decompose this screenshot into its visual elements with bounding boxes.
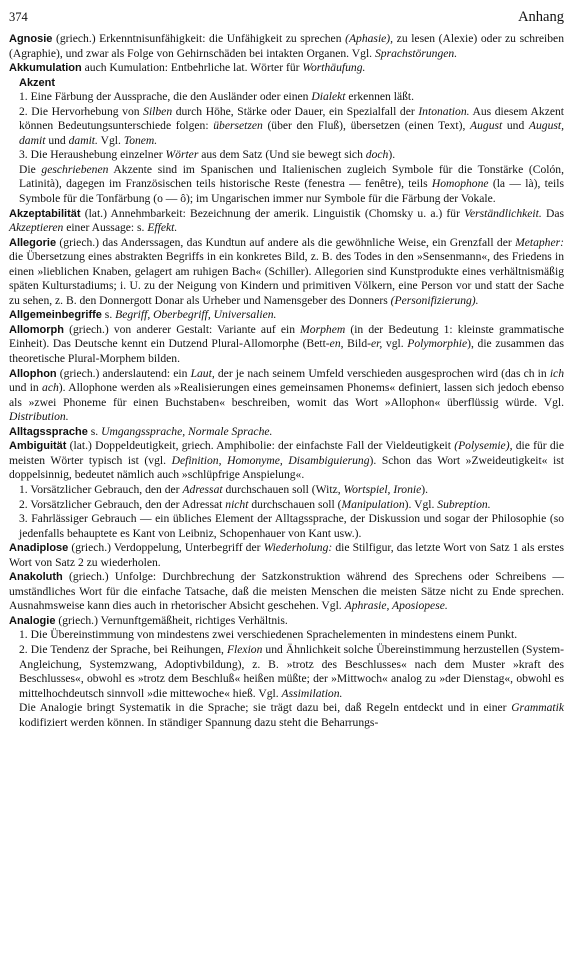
cross-reference-term: ach bbox=[42, 381, 59, 395]
cross-reference-term: Adressat bbox=[182, 482, 223, 496]
entry-subsense bbox=[9, 90, 564, 105]
running-head bbox=[9, 10, 564, 32]
definition-text: (griech.) Erkenntnisunfähigkeit: die Unfähigkeit zu sprechen bbox=[52, 32, 346, 45]
entry-subsense bbox=[9, 105, 564, 149]
definition-text: die Stilfigur, das letzte Wort von Satz 1 als erstes Wort von Satz 2 zu wiederholen. bbox=[9, 541, 564, 569]
definition-text: durch Höhe, Stärke oder Dauer, ein Spezialfall der bbox=[172, 104, 419, 118]
glossary-entry bbox=[9, 425, 564, 440]
glossary-entry bbox=[9, 570, 564, 614]
definition-text: die Übersetzung eines abstrakten Begriffs in ein konkretes Bild, z. B. des Todes in den »Sensenmann«, des Friedens in einen »lieblichen Knaben, gelagert am ruhigen Bach« (Schiller). Allegorien sind Kunstprodukte eines verhältnismäßig späten Kulturstadiums; i. U. zu der Neigung von Kindern und primitiven Völkern, eine Person vor und statt der Sache zu sehen, z. B. den Donnergott Donar als Urheber und Namensgeber des Donners bbox=[9, 250, 564, 307]
entry-headword: Allgemeinbegriffe bbox=[9, 309, 102, 322]
cross-reference-term: Aphrasie, Aposiopese. bbox=[344, 599, 448, 613]
entry-definition bbox=[9, 570, 564, 614]
definition-text: Bild- bbox=[343, 337, 371, 351]
entry-headword: Anadiplose bbox=[9, 542, 69, 555]
glossary-entry bbox=[9, 439, 564, 541]
entry-subsense bbox=[9, 628, 564, 643]
definition-text: (in der Bedeutung 1: kleinste grammatische Einheit). Das Deutsche kennt ein Dutzend Plural-Allomorphe (Bett- bbox=[9, 322, 564, 351]
definition-text: (über den Fluß), übersetzen (einen Text), bbox=[262, 119, 471, 133]
definition-text: zu lesen (Alexie) oder zu schreiben (Agraphie), und zwar als Folge von Gehirnschäden bei intakten Organen. Vgl. bbox=[9, 32, 564, 60]
entry-definition bbox=[9, 367, 564, 425]
entry-headword: Analogie bbox=[9, 614, 56, 627]
entry-definition bbox=[9, 207, 564, 236]
cross-reference-term: doch bbox=[365, 148, 389, 162]
definition-text: ). Allophone werden als »Realisierungen eines gemeinsamen Phonems« definiert, lassen sich jedoch ebenso als »zwei Phoneme für einen Buchstaben« beschreiben, womit das Wort »Allophon« überflüssig würde. Vgl. bbox=[9, 381, 564, 409]
cross-reference-term: Begriff, Oberbegriff, Universalien. bbox=[115, 308, 277, 322]
definition-text: (griech.) von anderer Gestalt: Variante auf ein bbox=[64, 322, 301, 336]
entry-headword: Allomorph bbox=[9, 323, 64, 336]
definition-text: 2. Die Hervorhebung von bbox=[19, 104, 144, 118]
definition-text: und bbox=[502, 119, 529, 133]
section-title: Anhang bbox=[518, 9, 564, 25]
definition-text: Die bbox=[19, 162, 42, 176]
glossary-entry bbox=[9, 61, 564, 76]
entry-definition bbox=[9, 614, 564, 629]
cross-reference-term: geschriebenen bbox=[41, 162, 109, 176]
cross-reference-term: Definition, Homonyme, Disambiguierung bbox=[171, 453, 370, 467]
cross-reference-term: Distribution. bbox=[9, 410, 69, 424]
definition-text: Die Analogie bringt Systematik in die Sprache; sie trägt dazu bei, daß Regeln entdeckt und in einer bbox=[19, 701, 512, 715]
definition-text: 1. Vorsätzlicher Gebrauch, den der bbox=[19, 482, 183, 496]
definition-text: 1. Die Übereinstimmung von mindestens zwei verschiedenen Sprachelementen in mindestens einem Punkt. bbox=[19, 628, 518, 642]
entry-subsense bbox=[9, 512, 564, 541]
cross-reference-term: Effekt. bbox=[147, 221, 178, 235]
cross-reference-term: Laut, bbox=[190, 366, 215, 380]
definition-text: 3. Die Heraushebung einzelner bbox=[19, 148, 166, 162]
entry-definition bbox=[9, 61, 564, 76]
entry-definition bbox=[9, 32, 564, 61]
cross-reference-term: Wiederholung: bbox=[263, 541, 333, 555]
entry-subsense bbox=[9, 498, 564, 513]
cross-reference-term: en, bbox=[329, 337, 344, 351]
cross-reference-term: (Aphasie), bbox=[345, 32, 394, 45]
entry-headword: Agnosie bbox=[9, 33, 53, 45]
cross-reference-term: übersetzen bbox=[213, 119, 263, 133]
definition-text: (griech.) Vernunftgemäßheit, richtiges Verhältnis. bbox=[55, 613, 288, 627]
entry-definition bbox=[9, 236, 564, 309]
cross-reference-term: August, bbox=[528, 119, 565, 133]
definition-text: (griech.) Verdoppelung, Unterbegriff der bbox=[68, 541, 264, 555]
entry-headword: Allegorie bbox=[9, 236, 57, 249]
glossary-entry bbox=[9, 207, 564, 236]
cross-reference-term: Verständlichkeit. bbox=[464, 206, 542, 220]
entry-headword: Akzent bbox=[19, 76, 56, 89]
entry-headword: Akzeptabilität bbox=[9, 207, 81, 220]
entry-definition bbox=[9, 323, 564, 367]
cross-reference-term: Dialekt bbox=[311, 90, 346, 104]
entry-definition bbox=[9, 541, 564, 570]
definition-text: (lat.) Doppeldeutigkeit, griech. Amphibolie: der einfachste Fall der Vieldeutigkeit bbox=[66, 439, 455, 453]
glossary-entry bbox=[9, 32, 564, 61]
cross-reference-term: Sprachstörungen. bbox=[374, 46, 458, 60]
cross-reference-term: Wörter bbox=[165, 148, 199, 162]
glossary-entry bbox=[9, 308, 564, 323]
cross-reference-term: Wortspiel, Ironie bbox=[343, 482, 422, 496]
entry-headword: Allophon bbox=[9, 367, 57, 380]
definition-text: Aus diesem Akzent können Bedeutungsunterschiede folgen: bbox=[19, 104, 565, 133]
cross-reference-term: Worthäufung. bbox=[302, 61, 366, 75]
glossary-entry bbox=[9, 614, 564, 730]
entry-headword: Akkumulation bbox=[9, 62, 82, 75]
definition-text: ). bbox=[421, 482, 429, 496]
entry-subsense bbox=[9, 76, 564, 91]
entry-subsense bbox=[9, 701, 564, 730]
entry-headword: Alltagssprache bbox=[9, 425, 88, 438]
glossary-entries bbox=[9, 32, 564, 730]
cross-reference-term: damit. bbox=[68, 133, 98, 147]
glossary-entry bbox=[9, 541, 564, 570]
cross-reference-term: er, bbox=[370, 337, 383, 351]
definition-text: und in bbox=[9, 381, 43, 395]
definition-text: 1. Eine Färbung der Aussprache, die den Ausländer oder einen bbox=[19, 90, 312, 104]
definition-text: erkennen läßt. bbox=[345, 90, 415, 104]
entry-subsense bbox=[9, 483, 564, 498]
definition-text: durchschauen soll (Witz, bbox=[222, 482, 344, 496]
cross-reference-term: Flexion bbox=[226, 642, 263, 656]
definition-text: Vgl. bbox=[97, 133, 124, 147]
definition-text: der je nach seinem Umfeld verschieden ausgesprochen wird (das ch in bbox=[214, 366, 550, 380]
definition-text: (griech.) Unfolge: Durchbrechung der Satzkonstruktion während des Sprechens oder Schreibens — umständliches Wort für die einfache Tatsache, daß die meisten Menschen die meisten Sätze nicht zu Ende sprechen. Ausnahmsweise kann dies auch in rhetorischer Absicht geschehen. Vgl. bbox=[9, 570, 564, 613]
page-number: 374 bbox=[9, 10, 28, 24]
cross-reference-term: Assimilation. bbox=[281, 686, 343, 700]
definition-text: die für die meisten Wörter typisch ist (vgl. bbox=[9, 439, 564, 467]
glossary-entry bbox=[9, 236, 564, 309]
definition-text: und Ähnlichkeit solche Übereinstimmung herzustellen (System-Angleichung, Systemzwang, Adoptivbildung), z. B. »trotz des Beschlusses« nach dem Muster »kraft des Beschlusses«, obwohl es »trotz dem Beschluß« heißen müßte; der »Mittwoch« analog zu »der Dienstag«, obwohl es mittelhochdeutsch sinnvoll »die mittewoche« hieß. Vgl. bbox=[19, 642, 564, 700]
cross-reference-term: August bbox=[470, 119, 503, 133]
cross-reference-term: damit bbox=[19, 133, 46, 147]
definition-text: (griech.) anderslautend: ein bbox=[56, 366, 191, 380]
definition-text: Das bbox=[541, 206, 564, 220]
entry-subsense bbox=[9, 163, 564, 207]
cross-reference-term: Grammatik bbox=[511, 701, 564, 715]
entry-definition bbox=[9, 308, 564, 323]
cross-reference-term: (Personifizierung). bbox=[390, 293, 479, 307]
glossary-entry bbox=[9, 323, 564, 367]
definition-text: 3. Fahrlässiger Gebrauch — ein übliches Element der Alltagssprache, der Diskussion und sogar der Philosophie (so jedenfalls behauptete es Kant von Leibniz, Schopenhauer von Kant usw.). bbox=[19, 512, 564, 540]
cross-reference-term: ich bbox=[549, 366, 564, 380]
definition-text: auch Kumulation: Entbehrliche lat. Wörter für bbox=[81, 61, 303, 75]
cross-reference-term: Morphem bbox=[300, 322, 346, 336]
definition-text: einer Aussage: s. bbox=[63, 221, 148, 235]
definition-text: aus dem Satz (Und sie bewegt sich bbox=[198, 148, 366, 162]
cross-reference-term: Umgangssprache, Normale Sprache. bbox=[101, 424, 273, 438]
definition-text: und bbox=[45, 133, 69, 147]
cross-reference-term: nicht bbox=[225, 497, 249, 511]
definition-text: 2. Die Tendenz der Sprache, bei Reihungen, bbox=[19, 642, 227, 656]
definition-text: ), die zusammen das theoretische Plural-Morphem bilden. bbox=[9, 337, 564, 366]
cross-reference-term: Polymorphie bbox=[407, 337, 468, 351]
definition-text: ). bbox=[388, 148, 396, 162]
definition-text: kodifiziert werden können. In ständiger Spannung dazu steht die Beharrungs- bbox=[19, 715, 379, 729]
entry-definition bbox=[9, 425, 564, 440]
entry-subsense bbox=[9, 148, 564, 163]
definition-text: s. bbox=[101, 308, 116, 322]
cross-reference-term: Homophone bbox=[431, 177, 489, 191]
cross-reference-term: Intonation. bbox=[418, 104, 470, 118]
definition-text: vgl. bbox=[382, 337, 408, 351]
cross-reference-term: Akzeptieren bbox=[9, 221, 64, 235]
cross-reference-term: Metapher: bbox=[515, 235, 564, 249]
definition-text: ). Vgl. bbox=[404, 497, 438, 511]
cross-reference-term: Manipulation bbox=[341, 497, 405, 511]
definition-text: Akzente sind im Spanischen und Italienischen zugleich Symbole für die Tonstärke (Colón, Latinità), dagegen im Französischen teils historische Reste (fenestra — fenêtre), teils bbox=[19, 162, 564, 191]
entry-definition bbox=[9, 439, 564, 483]
cross-reference-term: Tonem. bbox=[123, 133, 158, 147]
entry-headword: Anakoluth bbox=[9, 571, 63, 584]
glossary-entry bbox=[9, 367, 564, 425]
definition-text: (la — là), teils Symbole für die Tonfärbung (o — ô); im Ungarischen immer nur Symbole für die Färbung der Vokale. bbox=[19, 177, 564, 206]
definition-text: (lat.) Annehmbarkeit: Bezeichnung der amerik. Linguistik (Chomsky u. a.) für bbox=[80, 206, 465, 220]
entry-subsense bbox=[9, 643, 564, 701]
definition-text: s. bbox=[87, 424, 102, 438]
definition-text: (griech.) das Anderssagen, das Kundtun auf andere als die gewöhnliche Weise, ein Grenzfall der bbox=[56, 235, 516, 249]
definition-text: 2. Vorsätzlicher Gebrauch, den der Adressat bbox=[19, 497, 226, 511]
cross-reference-term: Subreption. bbox=[437, 497, 491, 511]
definition-text: durchschauen soll ( bbox=[248, 497, 342, 511]
cross-reference-term: Silben bbox=[143, 104, 173, 118]
glossary-entry bbox=[9, 76, 564, 207]
entry-headword: Ambiguität bbox=[9, 440, 67, 453]
cross-reference-term: (Polysemie), bbox=[454, 439, 513, 453]
definition-text: ). Schon das Wort »Zweideutigkeit« ist doppelsinnig, bedeutet nämlich auch »schlüpfrige Anspielung«. bbox=[9, 453, 564, 482]
